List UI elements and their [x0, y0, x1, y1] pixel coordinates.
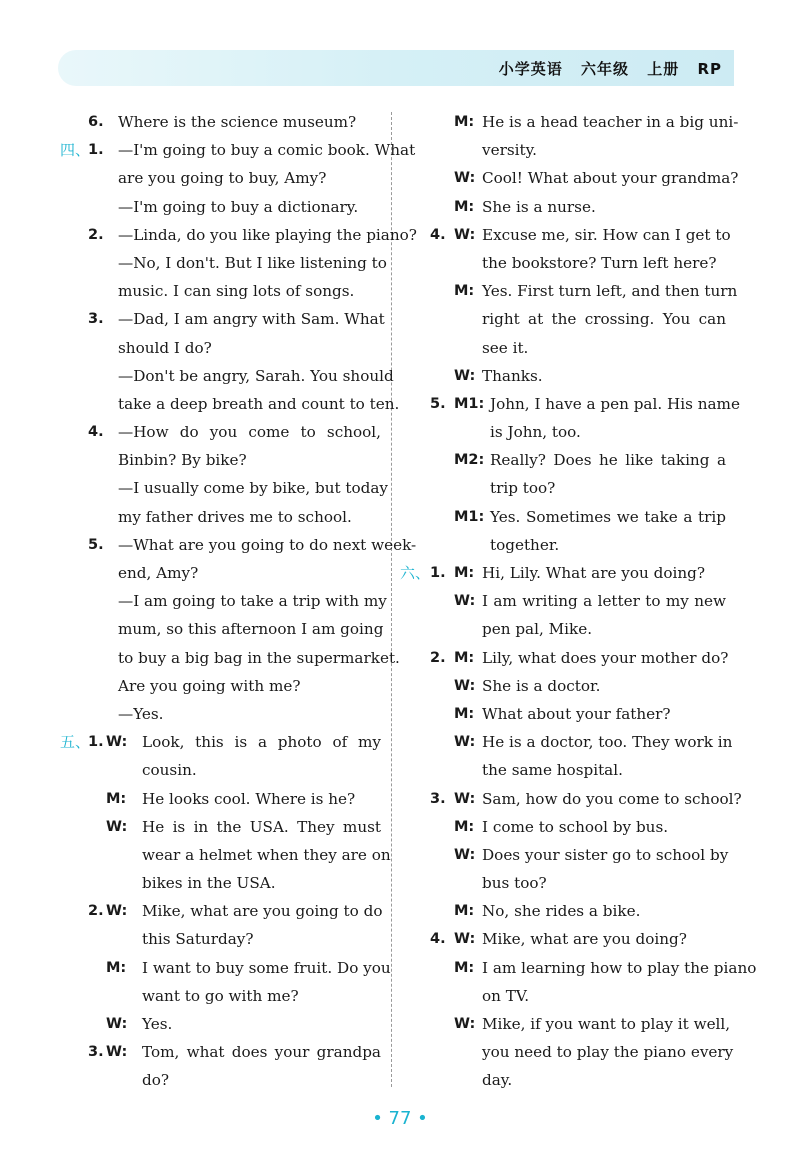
- answer-text: —What are you going to do next week-: [118, 535, 417, 554]
- answer-line: [400, 982, 732, 1010]
- answer-line: [60, 1038, 382, 1066]
- answer-text: Excuse me, sir. How can I get to: [482, 225, 731, 244]
- answer-line: [60, 841, 391, 869]
- answer-text: bus too?: [482, 874, 547, 893]
- answer-text: day.: [482, 1071, 513, 1090]
- answer-line: [400, 1066, 732, 1094]
- answer-text: my father drives me to school.: [118, 507, 352, 526]
- speaker-label: W:: [106, 1044, 128, 1061]
- answer-line: [400, 474, 732, 502]
- answer-text: Look, this is a photo of my: [142, 733, 381, 752]
- answer-text: Are you going with me?: [118, 676, 301, 695]
- answer-text: trip too?: [490, 479, 556, 498]
- answer-line: [400, 672, 732, 700]
- column-divider: [391, 112, 392, 1087]
- header-volume: 上册: [647, 60, 680, 78]
- speaker-label: M1:: [454, 508, 485, 525]
- speaker-label: W:: [454, 677, 476, 694]
- answer-text: —I usually come by bike, but today: [118, 479, 389, 498]
- answer-text: bikes in the USA.: [142, 874, 276, 893]
- speaker-label: W:: [106, 903, 128, 920]
- answer-line: [400, 334, 732, 362]
- answer-text: —I'm going to buy a comic book. What: [118, 141, 416, 160]
- answer-text: Does your sister go to school by: [482, 845, 729, 864]
- answer-line: [400, 418, 732, 446]
- answer-text: music. I can sing lots of songs.: [118, 282, 355, 301]
- answer-text: Binbin? By bike?: [118, 451, 247, 470]
- answer-text: right at the crossing. You can: [482, 310, 726, 329]
- answer-text: end, Amy?: [118, 564, 199, 582]
- speaker-label: M:: [454, 114, 475, 130]
- answer-line: [60, 362, 394, 390]
- speaker-label: W:: [106, 1016, 128, 1032]
- answer-text: is John, too.: [490, 423, 581, 442]
- answer-text: you need to play the piano every: [482, 1043, 734, 1062]
- answer-text: No, she rides a bike.: [482, 902, 641, 921]
- answer-text: —I'm going to buy a dictionary.: [118, 197, 359, 216]
- answer-line: [400, 362, 732, 390]
- answer-line: [400, 954, 757, 982]
- section-marker: 四、: [60, 141, 91, 160]
- answer-line: [400, 559, 732, 587]
- right-column: [400, 108, 757, 1095]
- answer-line: [400, 164, 739, 192]
- answer-text: —I am going to take a trip with my: [118, 592, 387, 611]
- answer-text: He looks cool. Where is he?: [142, 789, 356, 808]
- answer-line: [60, 672, 382, 700]
- answer-text: should I do?: [118, 338, 212, 357]
- answer-text: She is a nurse.: [482, 197, 596, 216]
- answer-line: [400, 615, 732, 643]
- answer-line: [400, 305, 732, 333]
- answer-text: —Yes.: [118, 704, 164, 723]
- item-number: 4.: [88, 424, 104, 441]
- answer-text: pen pal, Mike.: [482, 620, 593, 639]
- answer-line: [60, 503, 382, 531]
- answer-line: [400, 728, 732, 756]
- speaker-label: W:: [454, 593, 476, 610]
- speaker-label: W:: [454, 931, 476, 948]
- answer-line: [400, 785, 742, 813]
- answer-line: [60, 221, 417, 249]
- answer-line: [400, 700, 732, 728]
- answer-line: [60, 193, 382, 221]
- speaker-label: M:: [454, 903, 475, 920]
- answer-text: do?: [142, 1071, 170, 1090]
- answer-text: He is a head teacher in a big uni-: [482, 113, 739, 131]
- answer-line: [400, 249, 732, 277]
- answer-text: Lily, what does your mother do?: [482, 648, 729, 667]
- item-number: 2.: [88, 903, 104, 920]
- speaker-label: M:: [454, 705, 475, 722]
- speaker-label: W:: [454, 846, 476, 863]
- answer-text: want to go with me?: [142, 986, 299, 1005]
- answer-text: Tom, what does your grandpa: [142, 1043, 381, 1062]
- answer-text: Where is the science museum?: [118, 113, 357, 131]
- speaker-label: W:: [454, 226, 476, 243]
- speaker-label: M:: [454, 198, 475, 215]
- speaker-label: W:: [454, 790, 476, 807]
- answer-line: [400, 841, 732, 869]
- answer-text: I am writing a letter to my new: [482, 592, 726, 611]
- answer-text: mum, so this afternoon I am going: [118, 620, 384, 639]
- speaker-label: W:: [454, 367, 476, 384]
- answer-line: [400, 136, 732, 164]
- answer-line: [60, 813, 382, 841]
- speaker-label: W:: [454, 1016, 476, 1032]
- answer-text: I am learning how to play the piano: [482, 958, 757, 977]
- answer-text: Mike, if you want to play it well,: [482, 1015, 731, 1033]
- item-number: 2.: [88, 226, 104, 243]
- answer-line: [60, 164, 382, 192]
- answer-line: [400, 277, 738, 305]
- item-number: 4.: [430, 931, 446, 948]
- item-number: 2.: [430, 649, 446, 666]
- section-marker: 五、: [60, 733, 91, 752]
- answer-text: to buy a big bag in the supermarket.: [118, 648, 400, 667]
- speaker-label: M:: [454, 565, 475, 581]
- item-number: 6.: [88, 114, 104, 130]
- answer-text: the same hospital.: [482, 761, 623, 780]
- item-number: 1.: [88, 142, 104, 159]
- answer-line: [60, 700, 382, 728]
- answer-text: What about your father?: [482, 704, 671, 723]
- item-number: 5.: [88, 536, 104, 553]
- answer-text: on TV.: [482, 986, 530, 1005]
- answer-text: —Linda, do you like playing the piano?: [118, 225, 417, 244]
- answer-text: take a deep breath and count to ten.: [118, 394, 400, 413]
- answer-line: [60, 954, 391, 982]
- answer-line: [60, 615, 382, 643]
- answer-text: Sam, how do you come to school?: [482, 789, 742, 808]
- answer-line: [60, 869, 382, 897]
- speaker-label: W:: [106, 818, 128, 835]
- answer-line: [60, 897, 382, 925]
- answer-line: [400, 587, 732, 615]
- speaker-label: M1:: [454, 395, 485, 412]
- item-number: 4.: [430, 226, 446, 243]
- item-number: 5.: [430, 395, 446, 412]
- answer-line: [60, 1066, 382, 1094]
- header-grade: 六年级: [580, 60, 629, 78]
- answer-text: wear a helmet when they are on: [142, 845, 391, 864]
- answer-line: [400, 1010, 732, 1038]
- answer-line: [60, 249, 387, 277]
- item-number: 1.: [430, 565, 446, 581]
- answer-line: [60, 390, 400, 418]
- answer-line: [60, 136, 416, 164]
- item-number: 3.: [88, 311, 104, 328]
- answer-text: together.: [490, 535, 560, 554]
- answer-line: [400, 193, 732, 221]
- speaker-label: M:: [454, 959, 475, 976]
- header-subject: 小学英语: [498, 60, 563, 78]
- answer-line: [60, 756, 382, 784]
- answer-line: [60, 334, 382, 362]
- answer-text: Yes. First turn left, and then turn: [482, 282, 738, 301]
- speaker-label: M:: [454, 818, 475, 835]
- answer-text: Yes.: [142, 1015, 173, 1033]
- answer-text: versity.: [482, 141, 537, 160]
- answer-line: [400, 756, 732, 784]
- answer-line: [400, 897, 732, 925]
- answer-line: [400, 925, 732, 953]
- speaker-label: M:: [454, 649, 475, 666]
- answer-line: [60, 305, 385, 333]
- speaker-label: M:: [106, 790, 127, 807]
- answer-line: [60, 277, 382, 305]
- answer-line: [400, 1038, 732, 1066]
- item-number: 1.: [88, 734, 104, 751]
- answer-text: He is in the USA. They must: [142, 817, 381, 836]
- item-number: 3.: [88, 1044, 104, 1061]
- answer-text: Mike, what are you going to do: [142, 902, 383, 921]
- answer-text: Cool! What about your grandma?: [482, 169, 739, 188]
- speaker-label: M:: [454, 283, 475, 300]
- speaker-label: W:: [106, 734, 128, 751]
- header-title: [487, 58, 722, 79]
- answer-line: [60, 531, 417, 559]
- answer-text: Really? Does he like taking a: [490, 451, 726, 470]
- answer-line: [60, 587, 387, 615]
- answer-line: [60, 418, 382, 446]
- answer-line: [400, 644, 732, 672]
- answer-line: [400, 221, 732, 249]
- answer-text: see it.: [482, 338, 529, 357]
- answer-text: —How do you come to school,: [118, 423, 381, 442]
- answer-text: I come to school by bus.: [482, 817, 669, 836]
- left-column: [60, 108, 417, 1095]
- answer-line: [60, 728, 382, 756]
- answer-text: Thanks.: [482, 366, 543, 385]
- page-number: • 77 •: [372, 1108, 428, 1129]
- answer-text: —Don't be angry, Sarah. You should: [118, 366, 394, 385]
- answer-text: She is a doctor.: [482, 676, 601, 695]
- answer-text: He is a doctor, too. They work in: [482, 733, 733, 752]
- answer-line: [60, 108, 382, 136]
- answer-line: [60, 474, 389, 502]
- speaker-label: W:: [454, 170, 476, 187]
- answer-text: cousin.: [142, 761, 197, 780]
- answer-line: [60, 925, 382, 953]
- answer-text: —Dad, I am angry with Sam. What: [118, 310, 385, 329]
- speaker-label: M:: [106, 959, 127, 976]
- item-number: 3.: [430, 790, 446, 807]
- answer-line: [60, 446, 382, 474]
- header-edition: RP: [697, 60, 722, 78]
- answer-text: Mike, what are you doing?: [482, 930, 687, 949]
- answer-text: are you going to buy, Amy?: [118, 169, 327, 188]
- answer-line: [400, 869, 732, 897]
- answer-line: [400, 813, 732, 841]
- answer-text: John, I have a pen pal. His name: [490, 394, 740, 413]
- answer-line: [400, 390, 740, 418]
- answer-line: [400, 503, 732, 531]
- answer-line: [400, 446, 732, 474]
- answer-text: I want to buy some fruit. Do you: [142, 958, 391, 977]
- speaker-label: W:: [454, 734, 476, 751]
- speaker-label: M2:: [454, 452, 485, 469]
- answer-line: [60, 1010, 382, 1038]
- answer-text: Hi, Lily. What are you doing?: [482, 564, 705, 582]
- answer-line: [60, 982, 382, 1010]
- answer-text: —No, I don't. But I like listening to: [118, 253, 387, 272]
- answer-text: this Saturday?: [142, 930, 254, 949]
- answer-line: [60, 785, 382, 813]
- answer-line: [400, 108, 739, 136]
- answer-text: the bookstore? Turn left here?: [482, 253, 717, 272]
- section-marker: 六、: [400, 564, 431, 582]
- answer-line: [400, 531, 732, 559]
- answer-line: [60, 644, 400, 672]
- answer-line: [60, 559, 382, 587]
- answer-text: Yes. Sometimes we take a trip: [490, 507, 726, 526]
